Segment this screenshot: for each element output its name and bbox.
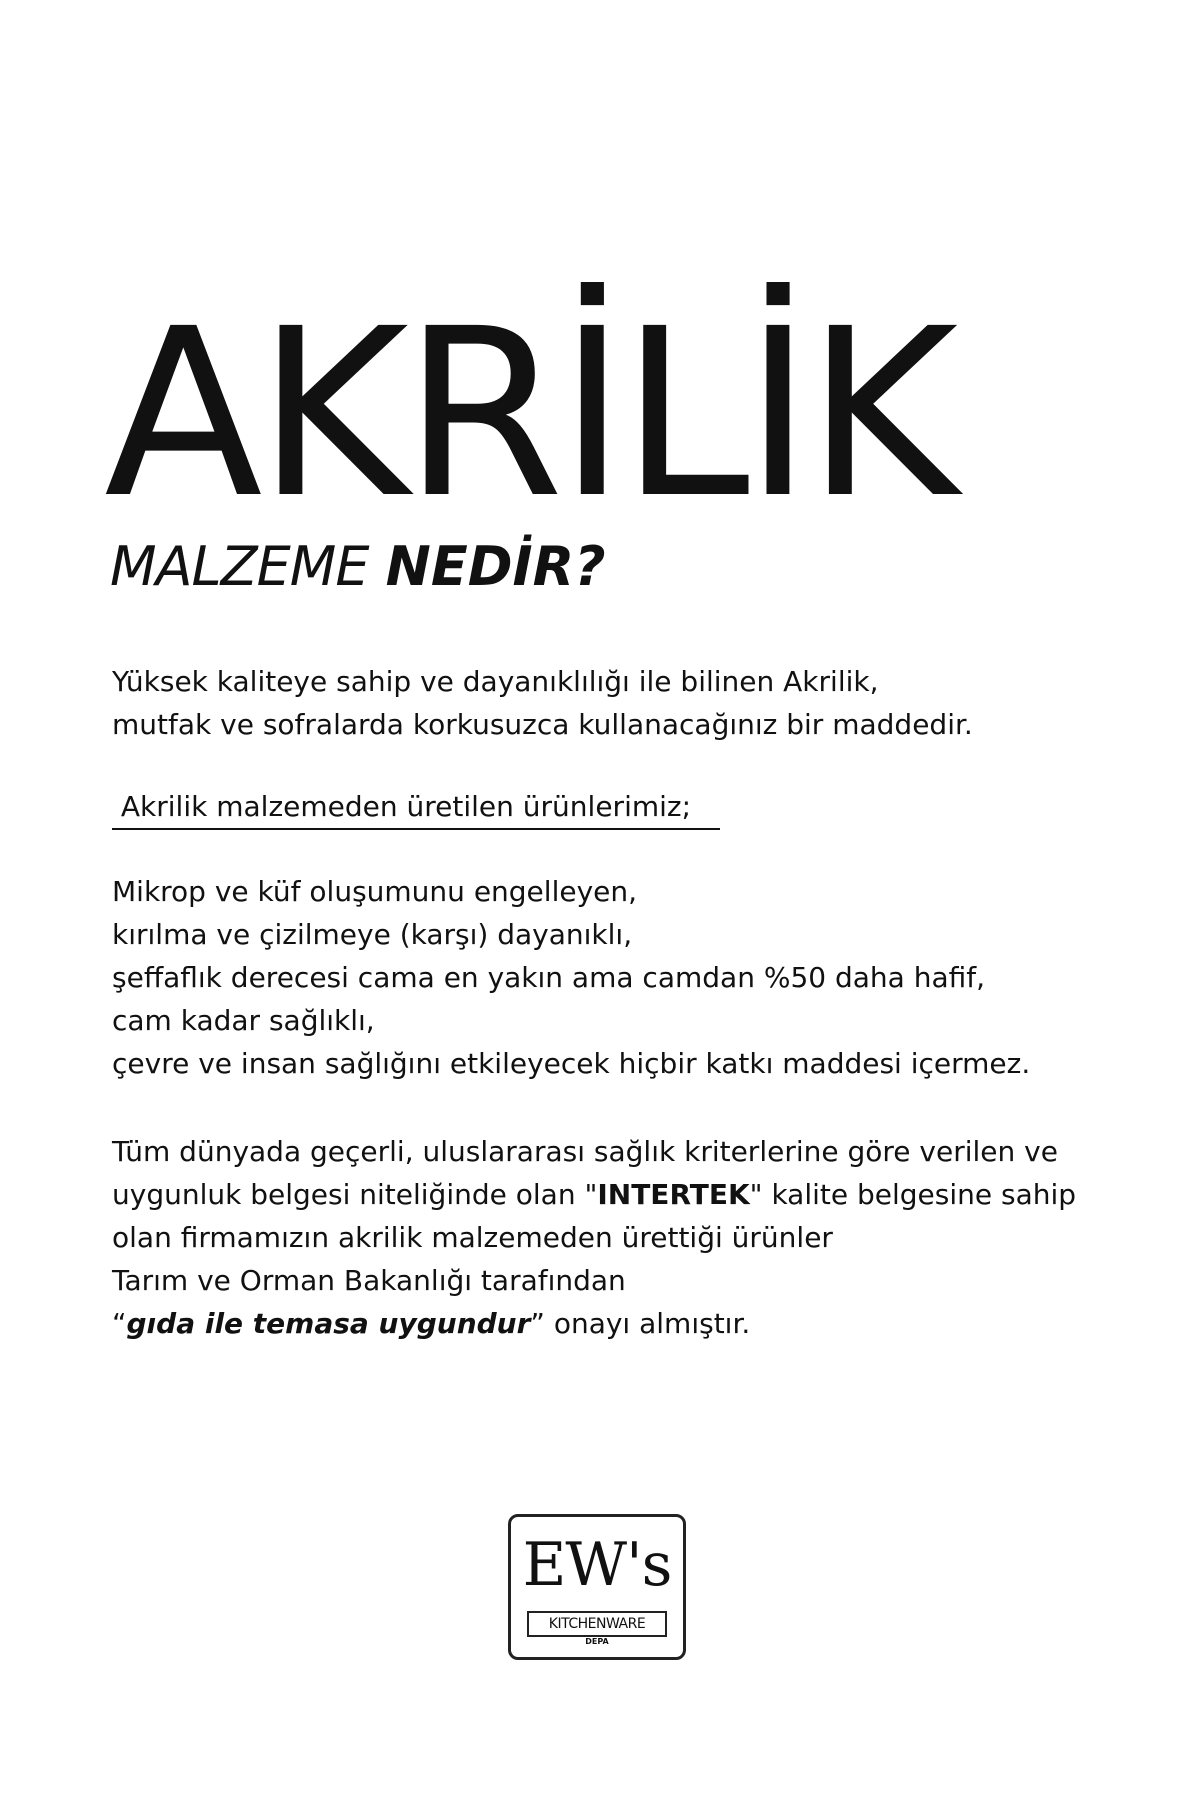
intertek-name: INTERTEK — [597, 1178, 750, 1211]
feature-item: Mikrop ve küf oluşumunu engelleyen, — [112, 875, 638, 908]
subtitle-nedir: NEDİR? — [385, 535, 606, 598]
brand-logo — [508, 1514, 686, 1660]
certification-paragraph — [112, 1130, 1112, 1345]
page-subtitle — [110, 535, 606, 598]
intro-paragraph — [112, 660, 1112, 746]
logo-subtext: DEPA — [585, 1637, 609, 1646]
features-list — [112, 870, 1112, 1085]
certification-line: olan firmamızın akrilik malzemeden ürettiği ürünler — [112, 1221, 833, 1254]
intro-line: mutfak ve sofralarda korkusuzca kullanacağınız bir maddedir. — [112, 708, 973, 741]
certification-text: ” onayı almıştır. — [530, 1307, 751, 1340]
subtitle-malzeme: MALZEME — [110, 535, 369, 598]
certification-text: " kalite belgesine sahip — [749, 1178, 1077, 1211]
intro-line: Yüksek kaliteye sahip ve dayanıklılığı ile bilinen Akrilik, — [112, 665, 879, 698]
certification-line: Tarım ve Orman Bakanlığı tarafından — [112, 1264, 626, 1297]
certification-line — [112, 1302, 1112, 1345]
certification-line: Tüm dünyada geçerli, uluslararası sağlık kriterlerine göre verilen ve — [112, 1135, 1058, 1168]
feature-item: şeffaflık derecesi cama en yakın ama camdan %50 daha hafif, — [112, 961, 986, 994]
logo-band: KITCHENWARE — [527, 1611, 667, 1637]
feature-item: çevre ve insan sağlığını etkileyecek hiçbir katkı maddesi içermez. — [112, 1047, 1031, 1080]
feature-item: kırılma ve çizilmeye (karşı) dayanıklı, — [112, 918, 633, 951]
products-heading: Akrilik malzemeden üretilen ürünlerimiz; — [112, 785, 720, 830]
page-title: AKRİLİK — [104, 279, 953, 549]
logo-mark: EW's — [522, 1530, 672, 1600]
open-quote: “ — [112, 1307, 127, 1340]
certification-line — [112, 1173, 1112, 1216]
food-contact-approval: gıda ile temasa uygundur — [126, 1307, 531, 1340]
certification-text: uygunluk belgesi niteliğinde olan " — [112, 1178, 598, 1211]
feature-item: cam kadar sağlıklı, — [112, 1004, 375, 1037]
